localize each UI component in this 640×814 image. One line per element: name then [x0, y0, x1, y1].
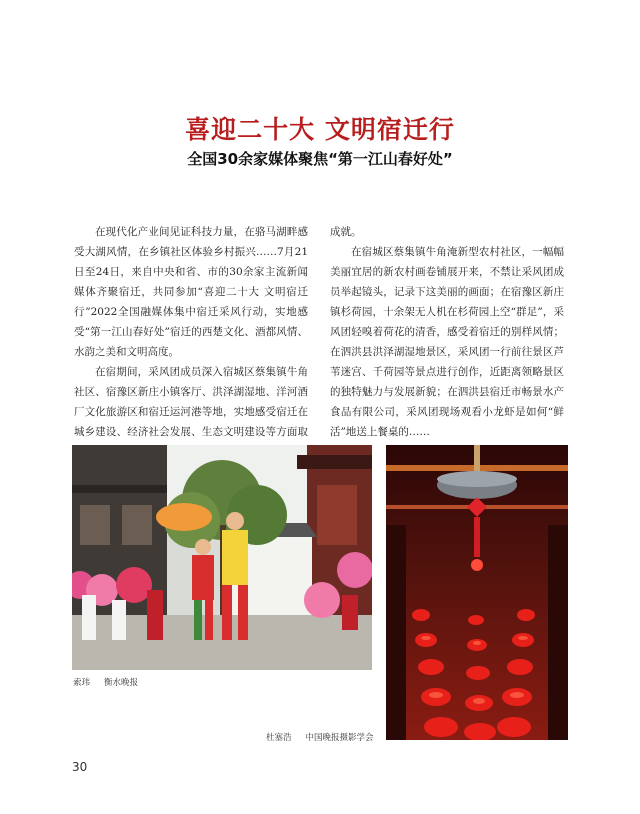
paragraph: 在宿期间，采风团成员深入宿城区蔡集镇牛角社区、宿豫区新庄小镇客厅、洪泽湖湿地、洋河酒厂文化旅游区和宿迁运河港等地，实地感受宿迁在城乡建设、经济社会发展、生态文明建设等方面取 [74, 366, 308, 438]
article-title: 喜迎二十大 文明宿迁行 [185, 115, 455, 144]
photo-caption-right [266, 731, 388, 743]
paragraph: 在宿城区蔡集镇牛角淹新型农村社区，一幅幅美丽宜居的新农村画卷铺展开来，不禁让采风团成员举起镜头，记录下这美丽的画面；在宿豫区新庄镇杉荷园，十余架无人机在杉荷园上空“群足”，采风团轻嗅着荷花的清香，感受着宿迁的别样风情；在泗洪县洪泽湖湿地景区，采风团一行前往景区芦苇迷宫、千荷园等景点进行创作，近距离领略景区的独特魅力与发展新貌；在泗洪县宿迁市畅景水产食品有限公司，采风团现场观看小龙虾是如何“鲜活”地送上餐桌的…… [330, 246, 564, 438]
paragraph: 在现代化产业间见证科技力量，在骆马湖畔感受大湖风情，在乡镇社区体验乡村振兴……7月21日至24日，来自中央和省、市的30余家主流新闻媒体齐聚宿迁，共同参加“喜迎二十大 文明宿迁行”2022全国融媒体集中宿迁采风行动，实地感受“第一江山春好处”宿迁的西楚文化、酒都风情、水韵之美和文明高度。 [74, 226, 308, 358]
caption-author: 杜塞浩 [266, 733, 292, 743]
text-column-right [330, 222, 564, 442]
article-subtitle: 全国30余家媒体聚焦“第一江山春好处” [187, 150, 453, 168]
page-number: 30 [72, 760, 88, 774]
photo-red-lanterns-illustration [386, 445, 568, 740]
caption-organization: 衡水晚报 [104, 678, 139, 688]
paragraph-continuation: 成就。 [330, 226, 362, 238]
photo-caption-left [73, 676, 152, 688]
photo-red-lanterns [386, 445, 568, 740]
photo-folk-dance-illustration [72, 445, 372, 670]
text-column-left [74, 222, 308, 462]
photo-folk-dance [72, 445, 372, 670]
caption-author: 索玮 [73, 678, 91, 688]
caption-organization: 中国晚报摄影学会 [305, 733, 374, 743]
